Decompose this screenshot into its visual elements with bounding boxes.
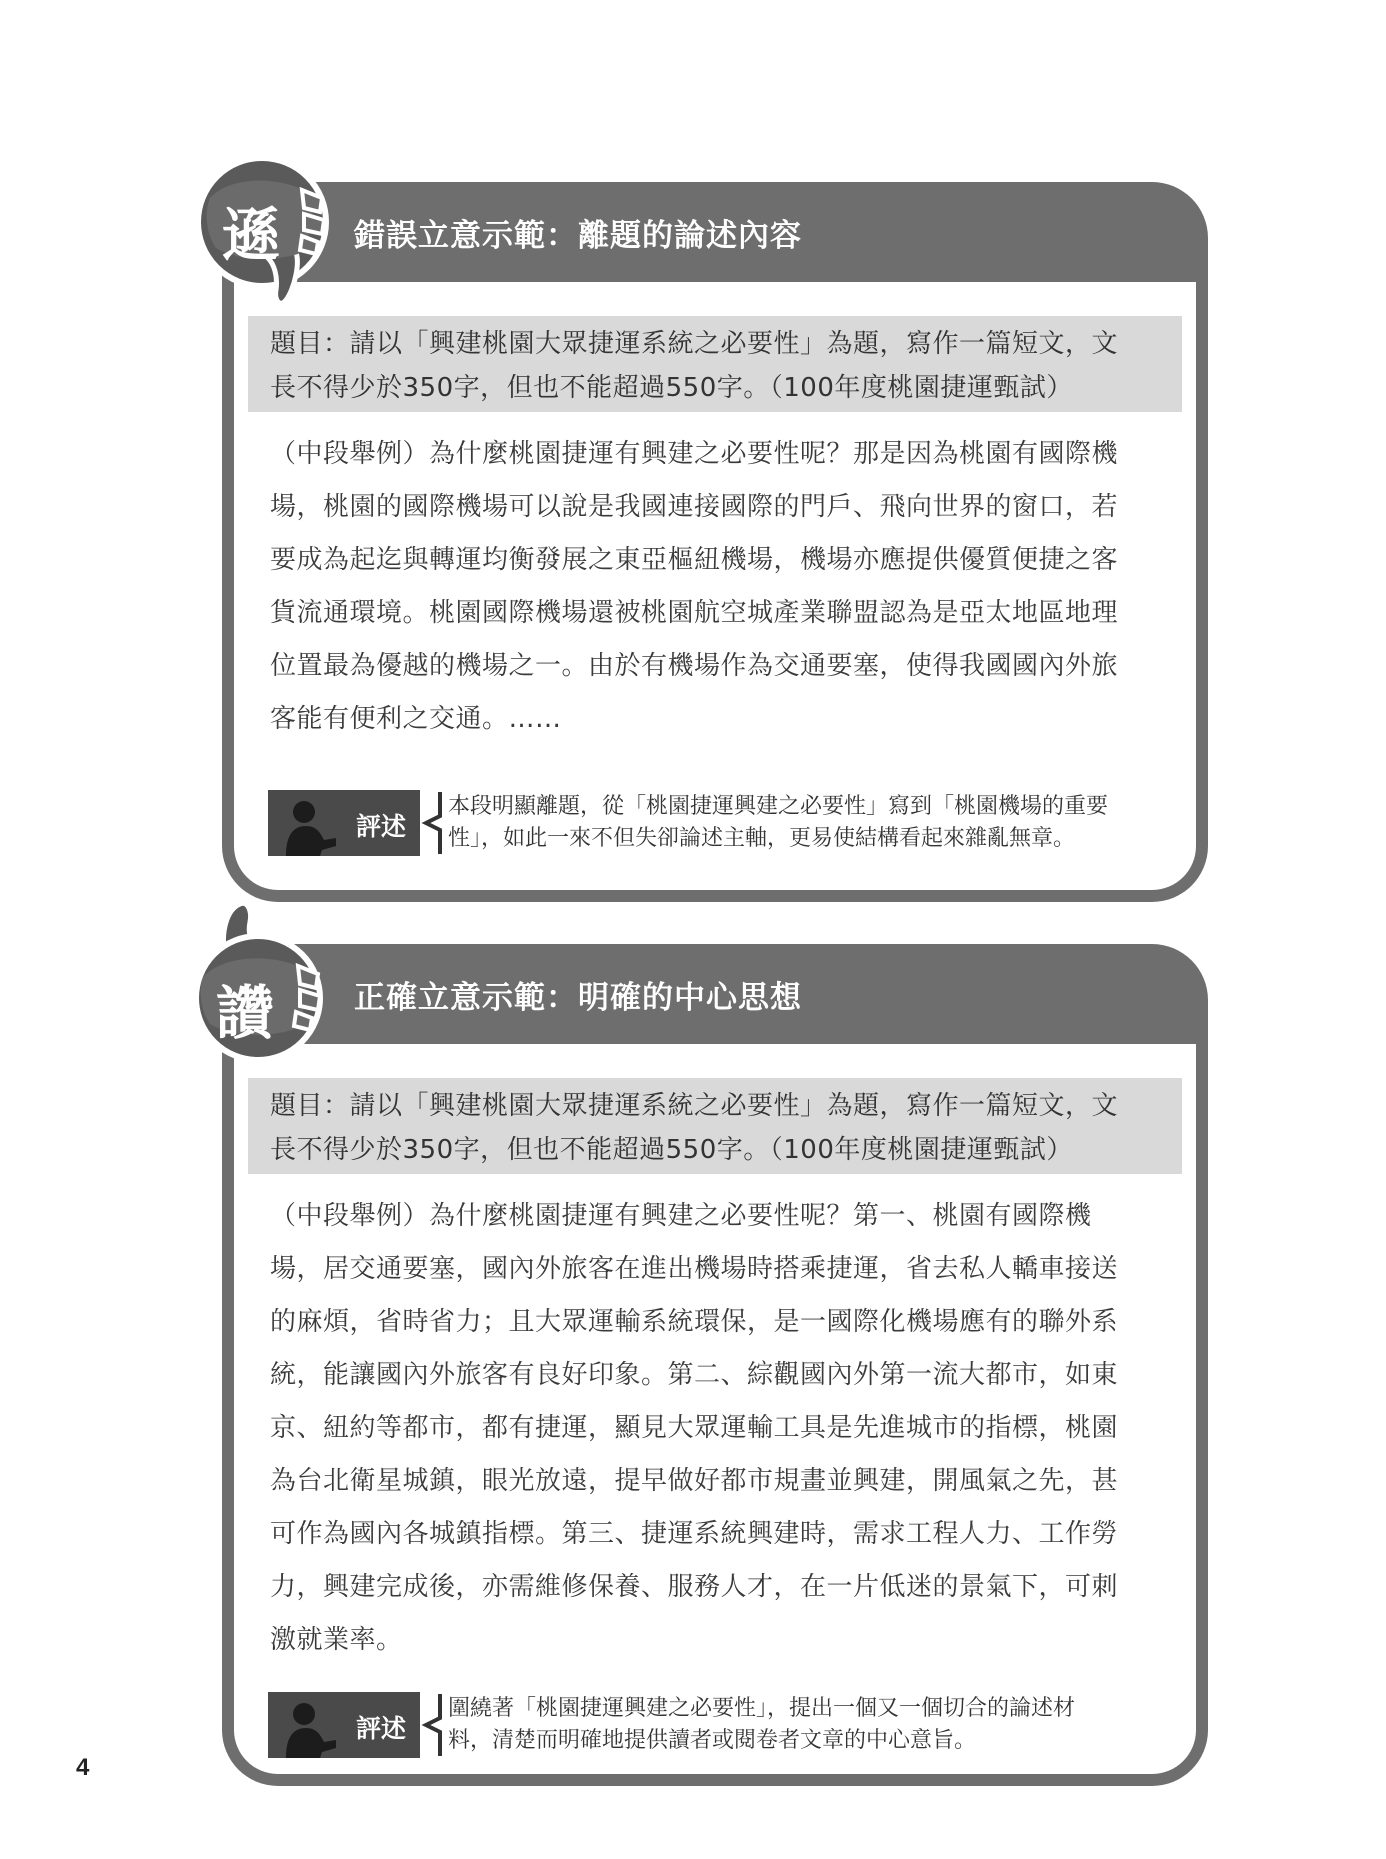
question-line: 題目：請以「興建桃園大眾捷運系統之必要性」為題，寫作一篇短文，文 [270, 1091, 1119, 1121]
bracket-icon [420, 1692, 448, 1758]
paragraph-line: 激就業率。 [270, 1625, 403, 1655]
person-silhouette-icon [280, 1698, 340, 1758]
thumbs-up-badge [182, 898, 332, 1064]
review-label: 評述 [355, 812, 406, 841]
review-block [268, 1692, 1172, 1758]
review-label-box [268, 1692, 420, 1758]
thumbs-down-badge [190, 150, 340, 310]
paragraph-line: 為台北衛星城鎮，眼光放遠，提早做好都市規畫並興建，開風氣之先，甚 [270, 1466, 1119, 1496]
review-text [448, 791, 1108, 855]
bracket-icon [420, 790, 448, 856]
review-line: 料，清楚而明確地提供讀者或閱卷者文章的中心意旨。 [448, 1728, 977, 1753]
badge-character: 遜 [222, 201, 281, 269]
card-content [234, 1044, 1196, 1774]
review-label-box [268, 790, 420, 856]
question-line: 題目：請以「興建桃園大眾捷運系統之必要性」為題，寫作一篇短文，文 [270, 329, 1119, 359]
paragraph-line: 貨流通環境。桃園國際機場還被桃園航空城產業聯盟認為是亞太地區地理 [270, 598, 1119, 628]
review-line: 性」，如此一來不但失卻論述主軸，更易使結構看起來雜亂無章。 [448, 826, 1076, 851]
card-header [222, 944, 1208, 1044]
page-number: 4 [76, 1754, 90, 1781]
paragraph-line: 的麻煩，省時省力；且大眾運輸系統環保，是一國際化機場應有的聯外系 [270, 1307, 1119, 1337]
question-line: 長不得少於350字，但也不能超過550字。（100年度桃園捷運甄試） [270, 1135, 1073, 1165]
paragraph-line: 可作為國內各城鎮指標。第三、捷運系統興建時，需求工程人力、工作勞 [270, 1519, 1119, 1549]
good-example-card [222, 944, 1208, 1786]
section-title: 正確立意示範：明確的中心思想 [354, 979, 802, 1016]
section-title: 錯誤立意示範：離題的論述內容 [354, 217, 802, 254]
question-line: 長不得少於350字，但也不能超過550字。（100年度桃園捷運甄試） [270, 373, 1073, 403]
question-box [248, 316, 1182, 412]
badge-character: 讚 [216, 979, 275, 1047]
paragraph-line: 場，居交通要塞，國內外旅客在進出機場時搭乘捷運，省去私人轎車接送 [270, 1254, 1119, 1284]
paragraph-line: 場，桃園的國際機場可以說是我國連接國際的門戶、飛向世界的窗口，若 [270, 492, 1119, 522]
review-label: 評述 [355, 1714, 406, 1743]
example-paragraph [270, 1190, 1168, 1667]
paragraph-line: 力，興建完成後，亦需維修保養、服務人才，在一片低迷的景氣下，可刺 [270, 1572, 1119, 1602]
review-text [448, 1693, 1075, 1757]
review-line: 本段明顯離題，從「桃園捷運興建之必要性」寫到「桃園機場的重要 [448, 794, 1109, 819]
bad-example-card [222, 182, 1208, 902]
review-block [268, 790, 1172, 856]
paragraph-line: 統，能讓國內外旅客有良好印象。第二、綜觀國內外第一流大都市，如東 [270, 1360, 1119, 1390]
question-box [248, 1078, 1182, 1174]
card-content [234, 282, 1196, 890]
paragraph-line: （中段舉例）為什麼桃園捷運有興建之必要性呢？第一、桃園有國際機 [270, 1201, 1092, 1231]
paragraph-line: 位置最為優越的機場之一。由於有機場作為交通要塞，使得我國國內外旅 [270, 651, 1119, 681]
person-silhouette-icon [280, 796, 340, 856]
example-paragraph [270, 428, 1168, 746]
card-header [222, 182, 1208, 282]
paragraph-line: 要成為起迄與轉運均衡發展之東亞樞紐機場，機場亦應提供優質便捷之客 [270, 545, 1119, 575]
paragraph-line: （中段舉例）為什麼桃園捷運有興建之必要性呢？那是因為桃園有國際機 [270, 439, 1119, 469]
paragraph-line: 京、紐約等都市，都有捷運，顯見大眾運輸工具是先進城市的指標，桃園 [270, 1413, 1119, 1443]
review-line: 圍繞著「桃園捷運興建之必要性」，提出一個又一個切合的論述材 [448, 1696, 1076, 1721]
paragraph-line: 客能有便利之交通。…… [270, 704, 562, 734]
